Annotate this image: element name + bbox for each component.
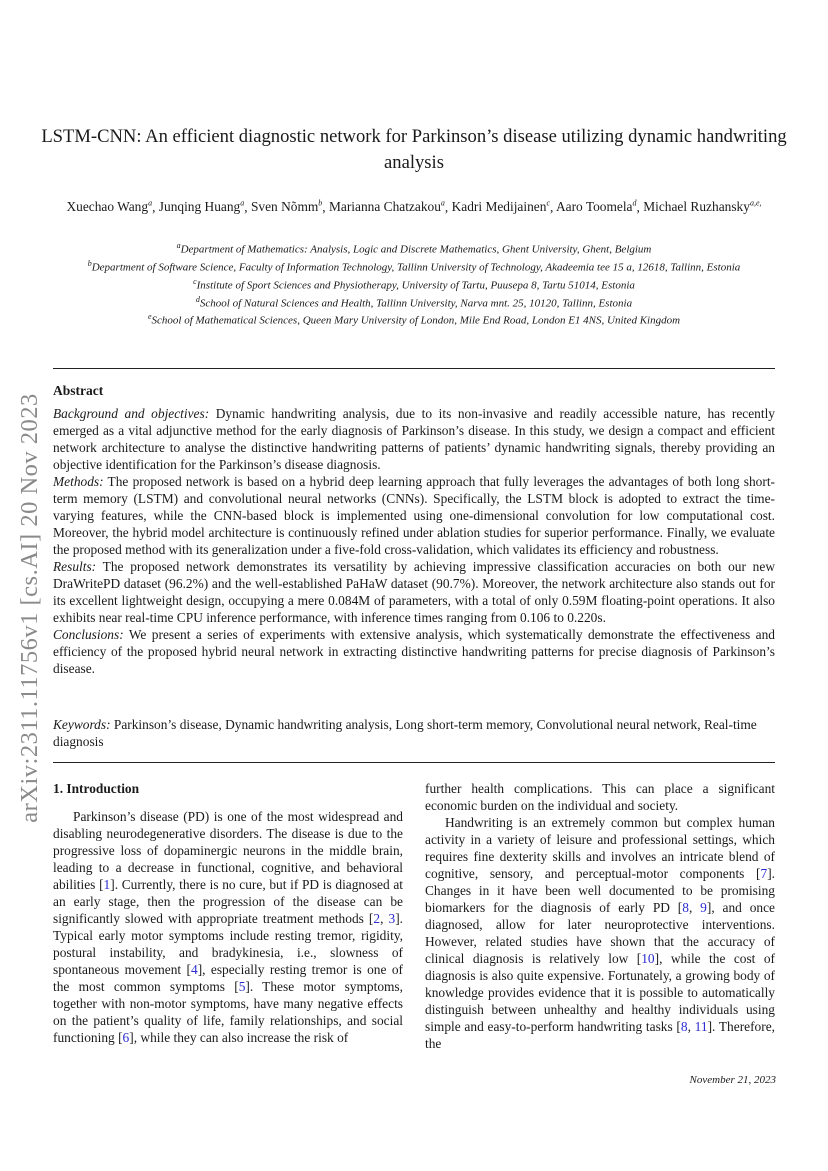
abstract-text: Dynamic handwriting analysis, due to its non-invasive and readily accessible nature, has recently emerged as a vital adjunctive method for the early diagnosis of Parkinson’s disease. In this study, we design a compact and efficient network architecture to analyse the distinctive handwriting patterns of patients’ dynamic handwriting signals, thereby providing an objective identification for the Parkinson’s disease diagnosis.: [53, 406, 776, 472]
affiliation: [50, 257, 778, 275]
affiliation-text: School of Natural Sciences and Health, Tallinn University, Narva mnt. 25, 10120, Tallinn, Estonia: [199, 297, 633, 310]
author: [556, 199, 637, 214]
body-text: ], especially resting tremor is one of the most common symptoms [: [53, 962, 403, 994]
affiliation-text: Department of Mathematics: Analysis, Logic and Discrete Mathematics, Ghent University, Ghent, Belgium: [180, 243, 652, 256]
author: [329, 199, 445, 214]
section-heading: 1. Introduction: [53, 781, 140, 796]
body-text: Handwriting is an extremely common but complex human activity in a variety of leisure and professional settings, which requires fine dexterity skills and involves an intricate blend of cognitive, sensory, and perceptual-motor components [: [425, 815, 775, 881]
affiliation-sup: e: [147, 312, 152, 322]
citation-link[interactable]: 2: [373, 911, 381, 926]
body-text: ]. Therefore, the: [425, 1019, 775, 1051]
citation-link[interactable]: 9: [700, 900, 707, 915]
author: [251, 199, 322, 214]
abstract-text: The proposed network is based on a hybrid deep learning approach that fully leverages the advantages of both long short-term memory (LSTM) and convolutional neural networks (CNNs). Specifically, the LSTM block is adopted to extract the time-varying features, while the CNN-based block is implemented using one-dimensional convolution for low computational cost. Moreover, the hybrid model architecture is continuously refined under ablation studies for superior performance. Finally, we evaluate the proposed method with its generalization under a five-fold cross-validation, which validates its efficiency and robustness.: [53, 474, 775, 557]
citation-link[interactable]: 11: [694, 1019, 708, 1034]
body-text: further health complications. This can place a significant economic burden on the individual and society.: [425, 781, 775, 813]
affiliation-sup: d: [195, 294, 200, 304]
citation-link[interactable]: 4: [190, 962, 198, 977]
author-list: Xuechao Wang$^a$, Junqing Huang$^a$, Sven Nõmm$^b$, Marianna Chatzakou$^a$, Kadri Medijainen$^c$, Aaro Toomela$^d$, Michael Ruzhansky$^{a,e,}$: [66, 199, 762, 215]
author-name: Sven Nõmm: [250, 199, 319, 215]
citation-link[interactable]: 10: [641, 951, 655, 966]
body-text: ,: [687, 1019, 695, 1034]
bottom-rule: [53, 762, 775, 763]
author: [643, 199, 761, 214]
body-text: ], and once diagnosed, allow for later neuroprotective interventions. However, related studies have shown that the accuracy of clinical diagnosis is relatively low [: [425, 900, 775, 966]
author: [159, 199, 244, 214]
body-text: ]. Currently, there is no cure, but if PD is diagnosed at an early stage, then the progression of the disease can be significantly slowed with appropriate treatment methods [: [53, 877, 403, 926]
date: November 21, 2023: [689, 1074, 776, 1086]
right-column: [425, 780, 775, 1052]
left-column: [53, 808, 403, 1046]
affiliation-list: [50, 239, 778, 328]
body-text: ,: [688, 900, 701, 915]
body-text: ]. Changes in it have been well documented to be promising biomarkers for the diagnosis of early PD [: [425, 866, 775, 915]
abstract-label: Results:: [53, 559, 97, 574]
abstract-label: Conclusions:: [53, 627, 124, 642]
abstract-text: We present a series of experiments with extensive analysis, which systematically demonstrate the effectiveness and efficiency of the proposed hybrid neural network in extracting distinctive handwriting patterns for precise diagnosis of Parkinson’s disease.: [53, 627, 775, 676]
affiliation-sup: a: [176, 241, 181, 250]
author: [66, 199, 152, 214]
affiliation-text: Department of Software Science, Faculty of Information Technology, Tallinn University of Technology, Akadeemia tee 15 a, 12618, Tallinn, Estonia: [91, 261, 741, 274]
abstract-paragraph: [53, 473, 775, 558]
author-name: Michael Ruzhansky: [643, 199, 750, 215]
citation-link[interactable]: 8: [680, 1019, 688, 1034]
author-name: Kadri Medijainen: [451, 199, 547, 215]
citation-link[interactable]: 6: [122, 1030, 130, 1045]
affiliation: [50, 275, 778, 293]
affiliation-text: Institute of Sport Sciences and Physiotherapy, University of Tartu, Puusepa 8, Tartu 51014, Estonia: [196, 279, 635, 292]
author-name: Junqing Huang: [158, 199, 241, 215]
keywords: [53, 716, 775, 750]
body-text: Parkinson’s disease (PD) is one of the most widespread and disabling neurodegenerative disorders. The disease is due to the progressive loss of dopaminergic neurons in the middle brain, leading to a decrease in functional, cognitive, and behavioral abilities [: [53, 809, 403, 892]
citation-link[interactable]: 5: [238, 979, 246, 994]
body-paragraph: [425, 780, 775, 814]
author-sup: c: [546, 199, 550, 208]
affiliation: [50, 293, 778, 311]
keywords-text: Parkinson’s disease, Dynamic handwriting analysis, Long short-term memory, Convolutional neural network, Real-time diagnosis: [53, 717, 757, 749]
abstract-heading: Abstract: [53, 383, 104, 398]
author: [452, 199, 550, 214]
citation-link[interactable]: 3: [388, 911, 396, 926]
citation-link[interactable]: 1: [103, 877, 111, 892]
author-sup: d: [632, 199, 637, 208]
affiliation-sup: c: [193, 276, 197, 286]
author-sup: a,e,: [749, 199, 762, 208]
abstract-label: Methods:: [53, 474, 104, 489]
abstract-paragraph: [53, 626, 775, 677]
author-sup: a: [440, 199, 445, 208]
keywords-label: Keywords:: [53, 717, 111, 732]
citation-link[interactable]: 8: [682, 900, 689, 915]
body-text: ]. Typical early motor symptoms include resting tremor, rigidity, postural instability, and bradykinesia, i.e., slowness of spontaneous movement [: [53, 911, 403, 977]
affiliation-text: School of Mathematical Sciences, Queen Mary University of London, Mile End Road, London E1 4NS, United Kingdom: [151, 315, 681, 328]
affiliation: [50, 310, 778, 328]
arxiv-stamp: [10, 360, 50, 855]
body-text: ], while the cost of diagnosis is also quite expensive. Fortunately, a growing body of knowledge provides evidence that it is possible to automatically distinguish between unhealthy and healthy individuals using simple and easy-to-perform handwriting tasks [: [425, 951, 775, 1034]
body-paragraph: [53, 808, 403, 1046]
body-text: ]. These motor symptoms, together with non-motor symptoms, have many negative effects on the patient’s quality of life, family relationships, and social functioning [: [53, 979, 403, 1045]
abstract-paragraph: [53, 558, 775, 626]
author-name: Aaro Toomela: [555, 199, 633, 215]
body-paragraph: [425, 814, 775, 1052]
abstract-label: Background and objectives:: [53, 406, 210, 421]
affiliation: [50, 239, 778, 257]
body-text: ,: [380, 911, 389, 926]
paper-title: LSTM-CNN: An efficient diagnostic network for Parkinson’s disease utilizing dynamic handwriting analysis: [41, 126, 787, 173]
author-name: Xuechao Wang: [66, 199, 149, 215]
author-sup: a: [148, 199, 153, 208]
abstract-text: The proposed network demonstrates its versatility by achieving impressive classification accuracies on both our new DraWritePD dataset (96.2%) and the well-established PaHaW dataset (90.7%). Moreover, the network architecture also stands out for its excellent lightweight design, occupying a mere 0.084M of parameters, with a total of only 0.59M floating-point operations. It also exhibits near real-time CPU inference performance, with inference times ranging from 0.106 to 0.220s.: [53, 559, 775, 625]
abstract-body: [53, 405, 775, 677]
author-name: Marianna Chatzakou: [328, 199, 441, 215]
abstract-paragraph: [53, 405, 775, 473]
author-sup: a: [240, 199, 245, 208]
author-sup: b: [318, 199, 323, 208]
affiliation-sup: b: [87, 258, 92, 268]
arxiv-stamp-text: arXiv:2311.11756v1 [cs.AI] 20 Nov 2023: [16, 392, 43, 823]
body-text: ], while they can also increase the risk of: [129, 1030, 349, 1045]
top-rule: [53, 368, 775, 369]
citation-link[interactable]: 7: [760, 866, 768, 881]
